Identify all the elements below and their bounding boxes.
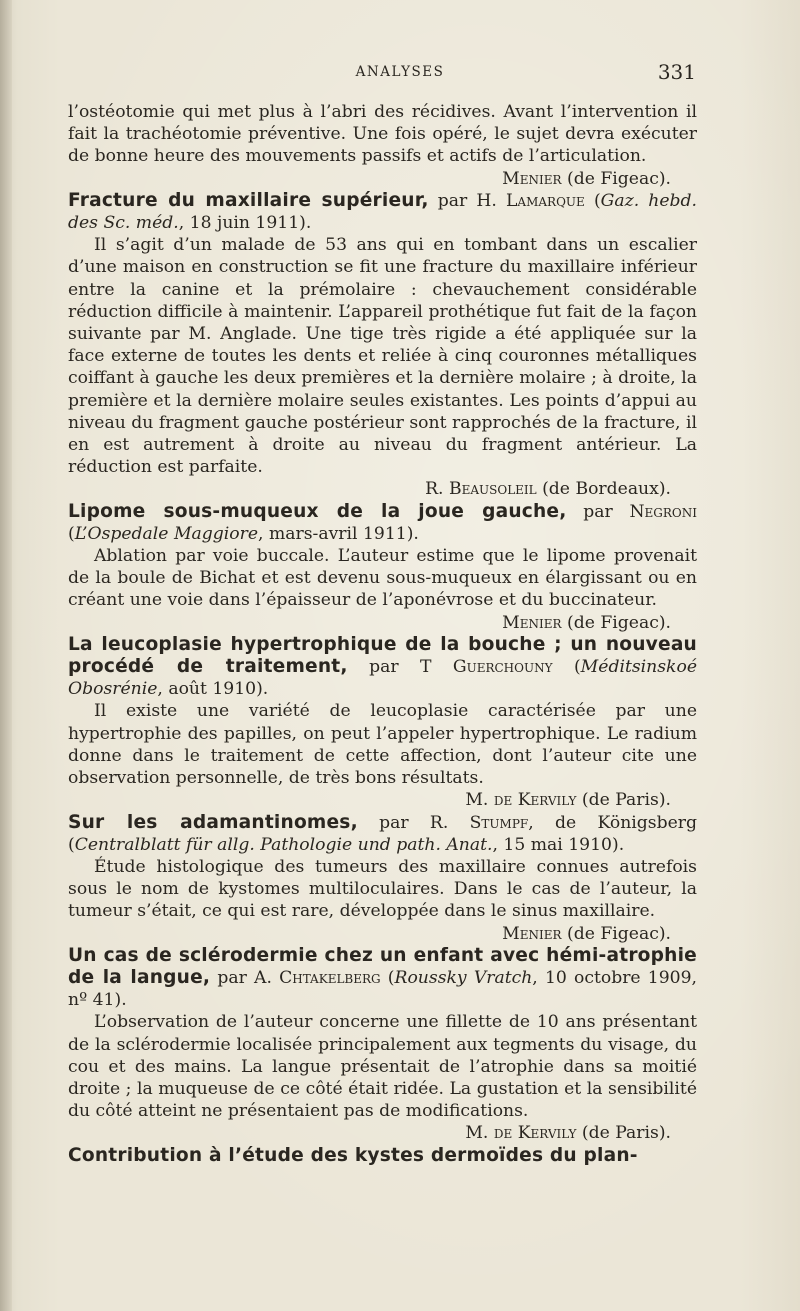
article-journal: Méditsinskoé Obosrénie [68,657,697,700]
signature-place: (de Figeac). [561,923,671,944]
signature-place: (de Paris). [576,790,671,811]
article-signature [68,789,697,811]
article-title: Fracture du maxillaire supérieur, [68,189,429,211]
signature-place: (de Figeac). [561,612,671,633]
article-body: L’observation de l’auteur concerne une fillette de 10 ans présentant de la sclérodermie localisée principalement aux tegments du visage, du cou et des mains. La langue présentait de l’atrophie dans sa moitié droite ; la muqueuse de ce côté était ridée. La gustation et la sensibilité du côté atteint ne présentaient pas de modifications. [68,1012,697,1122]
signature-place: (de Figeac). [561,168,671,189]
article-source-open: ( [68,523,75,544]
article-heading [68,634,697,701]
article-source-open: , de Königsberg ( [68,812,697,855]
signature-place: (de Bordeaux). [536,479,671,500]
article-title: Un cas de sclérodermie chez un enfant avec hémi-atrophie de la langue, [68,944,697,988]
continuation-signature [68,168,697,190]
article-byline: par T [347,657,453,678]
article-heading [68,945,697,1012]
article-date: , août 1910). [157,679,269,700]
article-author: Lamarque [506,190,585,211]
article-signature [68,612,697,634]
article-title: Lipome sous-muqueux de la joue gauche, [68,500,567,522]
page-header [0,60,800,86]
article-body: Il existe une variété de leucoplasie caractérisée par une hypertrophie des papilles, on peut l’appeler hypertrophique. Le radium donne dans le traitement de cette affection, dont l’auteur cite une observation personnelle, de très bons résultats. [68,701,697,789]
article-author: Stumpf [469,812,529,833]
article-entry [68,812,697,945]
article-title: La leucoplasie hypertrophique de la bouche ; un nouveau procédé de traitement, [68,633,697,678]
article-title: Sur les adamantinomes, [68,811,358,833]
continuation-paragraph: l’ostéotomie qui met plus à l’abri des récidives. Avant l’intervention il fait la trachéotomie préventive. Une fois opéré, le sujet devra exécuter de bonne heure des mouvements passifs et actifs de l’articulation. [68,102,697,167]
article-byline: par R. [357,812,470,833]
article-entry [68,190,697,501]
article-entry [68,501,697,634]
article-title: Contribution à l’étude des kystes dermoïdes du plan- [68,1144,638,1166]
signature-prefix: M. [465,790,494,811]
page-body [68,101,697,1167]
signature-name: de Kervily [493,1123,577,1144]
article-journal: Roussky Vratch [394,967,533,988]
article-date: , mars-avril 1911). [258,523,419,544]
article-heading [68,501,697,545]
signature-name: Menier [502,168,562,189]
article-entry [68,634,697,812]
article-date: , 10 octobre 1909, nº 41). [68,967,697,1011]
article-date: , 15 mai 1910). [492,834,625,855]
article-journal: Centralblatt für allg. Pathologie und path. Anat. [74,834,493,855]
article-author: Negroni [629,501,697,522]
signature-prefix: R. [425,479,449,500]
article-heading [68,190,697,234]
running-head: ANALYSES [355,64,445,80]
article-signature [68,1122,697,1144]
page-number: 331 [657,60,696,84]
article-date: , 18 juin 1911). [178,213,312,234]
article-source-open: ( [584,190,601,211]
article-heading [68,812,697,856]
article-body: Étude histologique des tumeurs des maxillaire connues autrefois sous le nom de kystomes multiloculaires. Dans le cas de l’auteur, la tumeur s’était, ce qui est rare, développée dans le sinus maxillaire. [68,856,697,922]
article-author: Chtakelberg [279,967,381,988]
article-byline: par [566,501,630,522]
signature-name: Beausoleil [448,479,537,500]
signature-name: Menier [502,612,562,633]
article-body: Ablation par voie buccale. L’auteur estime que le lipome provenait de la boule de Bichat et est devenu sous-muqueux en élargissant ou en créant une voie dans l’épaisseur de l’aponévrose et du buccinateur. [68,546,697,611]
article-journal: L’Ospedale Maggiore [74,523,259,544]
article-byline: par A. [210,967,280,988]
article-body: Il s’agit d’un malade de 53 ans qui en tombant dans un escalier d’une maison en construction se fit une fracture du maxillaire inférieur entre la canine et la prémolaire : chevauchement considérable réduction difficile à maintenir. L’appareil prothétique fut fait de la façon suivante par M. Anglade. Une tige très rigide a été appliquée sur la face externe de toutes les dents et reliée à cinq couronnes métalliques coiffant à gauche les deux premières et la dernière molaire ; à droite, la première et la dernière molaire seules existantes. Les points d’appui au niveau du fragment gauche postérieur sont rapprochés de la fracture, il en est autrement à droite au niveau du fragment antérieur. La réduction est parfaite. [68,235,697,478]
page-binding-edge [0,0,12,1311]
article-signature [68,923,697,945]
article-byline: par H. [428,190,507,211]
article-source-open: ( [380,967,395,988]
article-author: Guerchouny [452,657,553,678]
article-entry [68,945,697,1145]
trailing-article-heading [68,1145,697,1167]
signature-prefix: M. [465,1123,494,1144]
article-source-open: ( [552,657,581,678]
signature-name: Menier [502,923,562,944]
article-signature [68,478,697,500]
article-journal: Gaz. hebd. des Sc. méd. [68,190,698,234]
signature-place: (de Paris). [576,1123,671,1144]
signature-name: de Kervily [493,790,577,811]
